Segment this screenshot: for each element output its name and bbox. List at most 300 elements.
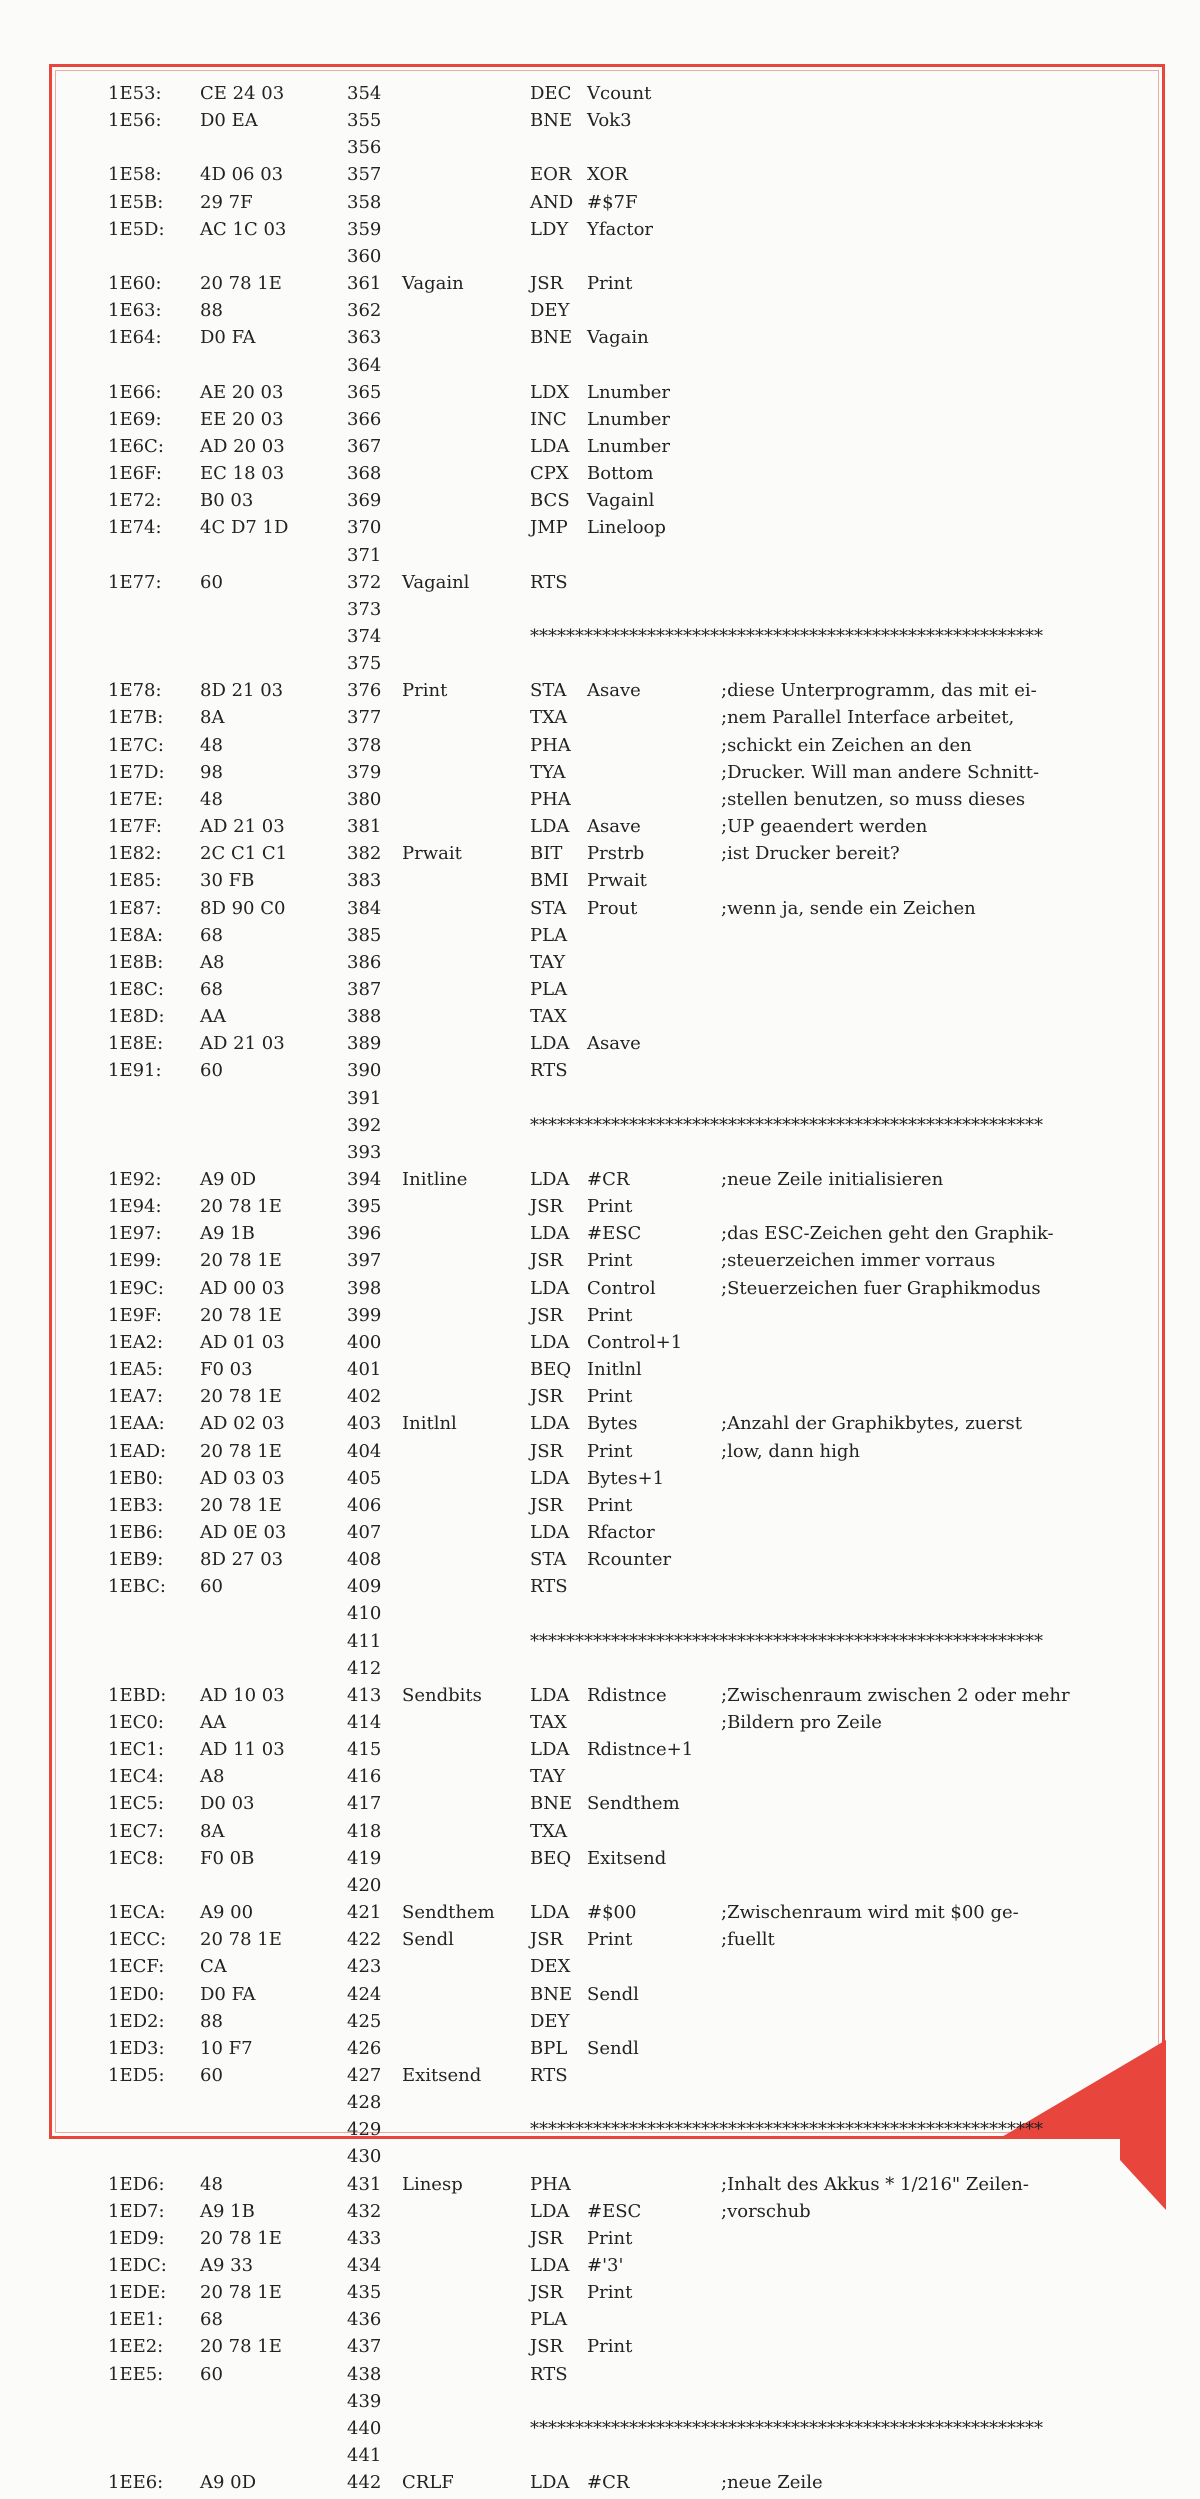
line-number: 427 — [347, 2064, 382, 2086]
line-hex-bytes: 68 — [200, 978, 223, 1000]
listing-line — [0, 2146, 1200, 2173]
line-address: 1E56: — [108, 110, 162, 132]
line-number: 387 — [347, 978, 382, 1000]
line-number: 385 — [347, 924, 382, 946]
line-number: 392 — [347, 1114, 382, 1136]
line-opcode: STA — [530, 897, 567, 919]
line-comment: ;Zwischenraum zwischen 2 oder mehr — [721, 1684, 1070, 1706]
listing-line — [0, 1305, 1200, 1332]
line-comment: ;neue Zeile — [721, 2472, 823, 2494]
line-address: 1ED0: — [108, 1983, 165, 2005]
listing-line — [0, 355, 1200, 382]
line-operand: Lnumber — [587, 435, 670, 457]
line-number: 425 — [347, 2010, 382, 2032]
line-address: 1E5B: — [108, 191, 164, 213]
line-opcode: BEQ — [530, 1359, 572, 1381]
line-number: 417 — [347, 1793, 382, 1815]
line-number: 359 — [347, 218, 382, 240]
line-address: 1E6C: — [108, 435, 164, 457]
line-hex-bytes: A9 1B — [200, 2200, 255, 2222]
line-opcode: LDA — [530, 1684, 570, 1706]
line-number: 438 — [347, 2363, 382, 2385]
line-number: 357 — [347, 164, 382, 186]
line-operand: Print — [587, 273, 633, 295]
listing-line — [0, 545, 1200, 572]
line-address: 1EC1: — [108, 1739, 164, 1761]
line-number: 381 — [347, 816, 382, 838]
line-hex-bytes: 60 — [200, 2064, 223, 2086]
line-comment: ;low, dann high — [721, 1440, 860, 1462]
line-opcode: PHA — [530, 2173, 571, 2195]
line-hex-bytes: AD 0E 03 — [200, 1521, 287, 1543]
line-opcode: LDA — [530, 435, 570, 457]
listing-line — [0, 1386, 1200, 1413]
line-opcode: PLA — [530, 978, 568, 1000]
line-opcode: BNE — [530, 110, 573, 132]
line-number: 382 — [347, 843, 382, 865]
line-number: 426 — [347, 2037, 382, 2059]
listing-line — [0, 2065, 1200, 2092]
listing-line — [0, 843, 1200, 870]
listing-line — [0, 1169, 1200, 1196]
listing-line — [0, 1549, 1200, 1576]
line-number: 367 — [347, 435, 382, 457]
line-hex-bytes: A8 — [200, 1766, 225, 1788]
listing-line — [0, 898, 1200, 925]
line-number: 408 — [347, 1549, 382, 1571]
line-comment: ;fuellt — [721, 1929, 775, 1951]
line-opcode: CPX — [530, 463, 569, 485]
listing-line — [0, 463, 1200, 490]
line-opcode: TXA — [530, 1820, 568, 1842]
line-address: 1E8A: — [108, 924, 164, 946]
listing-line — [0, 409, 1200, 436]
line-label: Prwait — [402, 843, 462, 865]
line-hex-bytes: A9 33 — [200, 2255, 254, 2276]
line-opcode: BNE — [530, 327, 573, 349]
listing-line — [0, 2255, 1200, 2282]
line-operand: Vcount — [587, 83, 652, 104]
line-number: 362 — [347, 300, 382, 322]
line-operand: Print — [587, 1929, 633, 1951]
line-hex-bytes: 48 — [200, 2173, 223, 2195]
line-address: 1E99: — [108, 1250, 162, 1272]
line-address: 1EE2: — [108, 2336, 164, 2358]
line-number: 433 — [347, 2227, 382, 2249]
line-address: 1EB9: — [108, 1549, 164, 1571]
line-operand: Bottom — [587, 463, 654, 485]
line-operand: Yfactor — [587, 218, 654, 240]
line-opcode: LDA — [530, 1739, 570, 1761]
line-opcode: DEY — [530, 300, 570, 322]
listing-line — [0, 490, 1200, 517]
line-number: 356 — [347, 137, 382, 159]
line-opcode: LDA — [530, 1277, 570, 1299]
listing-line — [0, 1984, 1200, 2011]
line-operand: Print — [587, 2227, 633, 2249]
line-address: 1EC5: — [108, 1793, 164, 1815]
listing-line — [0, 1929, 1200, 1956]
line-address: 1EDE: — [108, 2282, 167, 2304]
line-address: 1EAD: — [108, 1440, 167, 1462]
line-address: 1E7F: — [108, 816, 162, 838]
line-address: 1E8C: — [108, 978, 164, 1000]
line-comment: ;vorschub — [721, 2200, 811, 2222]
line-address: 1E72: — [108, 490, 162, 512]
listing-line — [0, 2174, 1200, 2201]
line-opcode: JSR — [530, 1196, 564, 1218]
line-number: 391 — [347, 1087, 382, 1109]
line-opcode: RTS — [530, 2363, 568, 2385]
line-hex-bytes: EE 20 03 — [200, 408, 284, 430]
line-number: 415 — [347, 1739, 382, 1761]
line-opcode: TAY — [530, 1766, 566, 1788]
listing-line — [0, 1631, 1200, 1658]
listing-line — [0, 707, 1200, 734]
line-opcode: JSR — [530, 1250, 564, 1272]
line-number: 441 — [347, 2445, 382, 2467]
line-opcode: LDA — [530, 1413, 570, 1435]
listing-line — [0, 436, 1200, 463]
line-address: 1EBD: — [108, 1684, 167, 1706]
line-opcode: INC — [530, 408, 567, 430]
line-hex-bytes: 68 — [200, 2309, 223, 2331]
line-opcode: JSR — [530, 1494, 564, 1516]
line-opcode: LDA — [530, 816, 570, 838]
line-operand: Asave — [587, 1033, 641, 1055]
line-hex-bytes: AD 01 03 — [200, 1331, 285, 1353]
line-number: 380 — [347, 788, 382, 810]
line-opcode: TAX — [530, 1006, 567, 1028]
line-number: 401 — [347, 1359, 382, 1381]
line-operand: Sendl — [587, 1983, 639, 2005]
line-opcode: EOR — [530, 164, 572, 186]
line-number: 373 — [347, 598, 382, 620]
line-label: Vagainl — [402, 571, 470, 593]
line-address: 1E66: — [108, 381, 162, 403]
line-label: CRLF — [402, 2472, 454, 2494]
line-hex-bytes: 20 78 1E — [200, 2336, 282, 2358]
line-number: 412 — [347, 1657, 382, 1679]
line-hex-bytes: 8D 90 C0 — [200, 897, 286, 919]
listing-line — [0, 1766, 1200, 1793]
line-number: 407 — [347, 1521, 382, 1543]
line-hex-bytes: D0 03 — [200, 1793, 255, 1815]
line-opcode: LDA — [530, 1521, 570, 1543]
line-number: 434 — [347, 2255, 382, 2276]
line-operand: Asave — [587, 680, 641, 702]
line-opcode: BPL — [530, 2037, 568, 2059]
line-hex-bytes: 20 78 1E — [200, 1929, 282, 1951]
line-comment: ;ist Drucker bereit? — [721, 843, 900, 865]
line-operand: Asave — [587, 816, 641, 838]
line-hex-bytes: A8 — [200, 951, 225, 973]
listing-line — [0, 1902, 1200, 1929]
line-number: 442 — [347, 2472, 382, 2494]
line-opcode: LDX — [530, 381, 570, 403]
line-operand: XOR — [587, 164, 628, 186]
line-hex-bytes: 20 78 1E — [200, 273, 282, 295]
line-operand: Prout — [587, 897, 638, 919]
listing-line — [0, 2364, 1200, 2391]
line-comment: ;steuerzeichen immer vorraus — [721, 1250, 996, 1272]
line-label: Sendl — [402, 1929, 454, 1951]
line-hex-bytes: AD 11 03 — [200, 1739, 285, 1761]
line-comment: ;wenn ja, sende ein Zeichen — [721, 897, 976, 919]
line-comment: ;stellen benutzen, so muss dieses — [721, 788, 1026, 810]
listing-line — [0, 83, 1200, 110]
line-hex-bytes: 8D 27 03 — [200, 1549, 284, 1571]
line-operand: Control — [587, 1277, 656, 1299]
line-hex-bytes: CE 24 03 — [200, 83, 285, 104]
line-number: 397 — [347, 1250, 382, 1272]
listing-line — [0, 1359, 1200, 1386]
listing-line — [0, 1142, 1200, 1169]
listing-line — [0, 952, 1200, 979]
line-comment: ;schickt ein Zeichen an den — [721, 734, 972, 756]
line-number: 384 — [347, 897, 382, 919]
line-address: 1E85: — [108, 870, 162, 892]
line-hex-bytes: 8A — [200, 707, 225, 729]
listing-line — [0, 1033, 1200, 1060]
line-comment: ;Steuerzeichen fuer Graphikmodus — [721, 1277, 1041, 1299]
line-hex-bytes: 20 78 1E — [200, 1196, 282, 1218]
line-operand: Vagain — [587, 327, 649, 349]
listing-line — [0, 1685, 1200, 1712]
line-address: 1ECF: — [108, 1956, 165, 1978]
line-number: 398 — [347, 1277, 382, 1299]
line-address: 1E8D: — [108, 1006, 165, 1028]
line-hex-bytes: F0 0B — [200, 1847, 255, 1869]
line-address: 1E92: — [108, 1169, 162, 1190]
line-hex-bytes: D0 FA — [200, 327, 256, 349]
line-operand: Print — [587, 1386, 633, 1408]
line-opcode: STA — [530, 1549, 567, 1571]
line-hex-bytes: F0 03 — [200, 1359, 253, 1381]
line-number: 360 — [347, 245, 382, 267]
line-opcode: BNE — [530, 1983, 573, 2005]
separator-stars: ********************************************************* — [530, 1630, 1043, 1652]
line-number: 369 — [347, 490, 382, 512]
line-opcode: LDA — [530, 1902, 570, 1924]
line-number: 404 — [347, 1440, 382, 1462]
line-number: 421 — [347, 1902, 382, 1924]
line-hex-bytes: 20 78 1E — [200, 1494, 282, 1516]
line-number: 428 — [347, 2092, 382, 2114]
line-opcode: PLA — [530, 924, 568, 946]
line-number: 424 — [347, 1983, 382, 2005]
listing-line — [0, 327, 1200, 354]
line-address: 1E63: — [108, 300, 162, 322]
line-address: 1E9C: — [108, 1277, 164, 1299]
line-opcode: TYA — [530, 761, 566, 783]
listing-line — [0, 1576, 1200, 1603]
line-number: 436 — [347, 2309, 382, 2331]
line-number: 414 — [347, 1712, 382, 1733]
line-address: 1EE5: — [108, 2363, 164, 2385]
line-operand: Print — [587, 1196, 633, 1218]
listing-line — [0, 137, 1200, 164]
listing-line — [0, 653, 1200, 680]
line-operand: Rdistnce — [587, 1684, 667, 1706]
line-opcode: JSR — [530, 1929, 564, 1951]
line-comment: ;Drucker. Will man andere Schnitt- — [721, 761, 1040, 783]
listing-line — [0, 2038, 1200, 2065]
listing-line — [0, 1223, 1200, 1250]
line-hex-bytes: D0 EA — [200, 110, 258, 132]
line-number: 390 — [347, 1060, 382, 1082]
line-number: 377 — [347, 707, 382, 729]
line-hex-bytes: 20 78 1E — [200, 1386, 282, 1408]
line-operand: Sendthem — [587, 1793, 680, 1815]
line-number: 393 — [347, 1141, 382, 1163]
line-hex-bytes: AD 20 03 — [200, 435, 285, 457]
listing-line — [0, 1495, 1200, 1522]
listing-line — [0, 680, 1200, 707]
line-opcode: JSR — [530, 2336, 564, 2358]
line-address: 1ED7: — [108, 2200, 165, 2222]
line-number: 419 — [347, 1847, 382, 1869]
line-number: 370 — [347, 517, 382, 539]
line-opcode: RTS — [530, 1060, 568, 1082]
line-operand: Print — [587, 1440, 633, 1462]
line-comment: ;UP geaendert werden — [721, 816, 928, 838]
listing-line — [0, 1712, 1200, 1739]
line-number: 383 — [347, 870, 382, 892]
line-number: 409 — [347, 1576, 382, 1598]
line-number: 431 — [347, 2173, 382, 2195]
line-hex-bytes: 60 — [200, 571, 223, 593]
line-address: 1ED6: — [108, 2173, 165, 2195]
line-number: 411 — [347, 1630, 382, 1652]
line-opcode: BIT — [530, 843, 563, 865]
line-operand: Lineloop — [587, 517, 666, 539]
listing-line — [0, 382, 1200, 409]
line-number: 435 — [347, 2282, 382, 2304]
listing-line — [0, 762, 1200, 789]
line-opcode: BMI — [530, 870, 569, 892]
line-number: 440 — [347, 2417, 382, 2439]
line-number: 389 — [347, 1033, 382, 1055]
line-address: 1EB3: — [108, 1494, 164, 1516]
line-address: 1E77: — [108, 571, 162, 593]
line-operand: #$7F — [587, 191, 638, 213]
line-opcode: JSR — [530, 1386, 564, 1408]
line-operand: #ESC — [587, 2200, 642, 2222]
line-number: 396 — [347, 1223, 382, 1245]
line-opcode: LDA — [530, 1169, 570, 1190]
line-number: 354 — [347, 83, 382, 104]
line-opcode: PHA — [530, 788, 571, 810]
line-address: 1E7C: — [108, 734, 164, 756]
line-address: 1EDC: — [108, 2255, 167, 2276]
listing-line — [0, 2472, 1200, 2499]
line-address: 1ED3: — [108, 2037, 165, 2059]
line-opcode: BCS — [530, 490, 570, 512]
line-opcode: JSR — [530, 273, 564, 295]
listing-line — [0, 2282, 1200, 2309]
line-comment: ;Inhalt des Akkus * 1/216" Zeilen- — [721, 2173, 1029, 2195]
line-operand: Prwait — [587, 870, 647, 892]
line-hex-bytes: AD 21 03 — [200, 1033, 285, 1055]
listing-line — [0, 2445, 1200, 2472]
line-label: Print — [402, 680, 448, 702]
listing-line — [0, 1956, 1200, 1983]
line-hex-bytes: AD 21 03 — [200, 816, 285, 838]
line-operand: #'3' — [587, 2255, 624, 2276]
line-hex-bytes: 60 — [200, 1576, 223, 1598]
line-label: Sendthem — [402, 1902, 495, 1924]
listing-line — [0, 1848, 1200, 1875]
line-address: 1E7D: — [108, 761, 165, 783]
listing-line — [0, 219, 1200, 246]
listing-line — [0, 1522, 1200, 1549]
listing-line — [0, 626, 1200, 653]
line-label: Initlnl — [402, 1413, 457, 1435]
line-opcode: LDY — [530, 218, 569, 240]
line-address: 1EC7: — [108, 1820, 164, 1842]
listing-line — [0, 110, 1200, 137]
line-address: 1E69: — [108, 408, 162, 430]
line-number: 402 — [347, 1386, 382, 1408]
listing-line — [0, 1196, 1200, 1223]
line-number: 416 — [347, 1766, 382, 1788]
line-number: 368 — [347, 463, 382, 485]
line-number: 355 — [347, 110, 382, 132]
line-hex-bytes: 4C D7 1D — [200, 517, 289, 539]
line-address: 1E53: — [108, 83, 162, 104]
listing-line — [0, 789, 1200, 816]
line-hex-bytes: 48 — [200, 734, 223, 756]
line-opcode: TXA — [530, 707, 568, 729]
line-number: 422 — [347, 1929, 382, 1951]
line-opcode: LDA — [530, 1467, 570, 1489]
line-address: 1EB0: — [108, 1467, 164, 1489]
line-label: Exitsend — [402, 2064, 482, 2086]
line-hex-bytes: 60 — [200, 2363, 223, 2385]
line-opcode: DEC — [530, 83, 572, 104]
line-address: 1ED9: — [108, 2227, 165, 2249]
line-number: 399 — [347, 1304, 382, 1326]
listing-line — [0, 816, 1200, 843]
line-address: 1E87: — [108, 897, 162, 919]
line-opcode: RTS — [530, 571, 568, 593]
line-number: 364 — [347, 354, 382, 376]
line-hex-bytes: A9 00 — [200, 1902, 254, 1924]
line-number: 379 — [347, 761, 382, 783]
line-number: 413 — [347, 1684, 382, 1706]
line-label: Sendbits — [402, 1684, 482, 1706]
line-address: 1ED2: — [108, 2010, 165, 2032]
line-number: 363 — [347, 327, 382, 349]
line-hex-bytes: B0 03 — [200, 490, 254, 512]
line-comment: ;Zwischenraum wird mit $00 ge- — [721, 1902, 1019, 1924]
line-address: 1EC4: — [108, 1766, 164, 1788]
line-number: 376 — [347, 680, 382, 702]
line-address: 1E58: — [108, 164, 162, 186]
listing-line — [0, 2119, 1200, 2146]
line-hex-bytes: 98 — [200, 761, 223, 783]
separator-stars: ********************************************************* — [530, 626, 1043, 647]
separator-stars: ********************************************************* — [530, 2119, 1043, 2141]
listing-line — [0, 192, 1200, 219]
line-hex-bytes: 29 7F — [200, 191, 253, 213]
line-address: 1EC0: — [108, 1712, 164, 1733]
line-number: 395 — [347, 1196, 382, 1218]
line-number: 439 — [347, 2390, 382, 2412]
line-operand: #$00 — [587, 1902, 637, 1924]
listing-line — [0, 2391, 1200, 2418]
